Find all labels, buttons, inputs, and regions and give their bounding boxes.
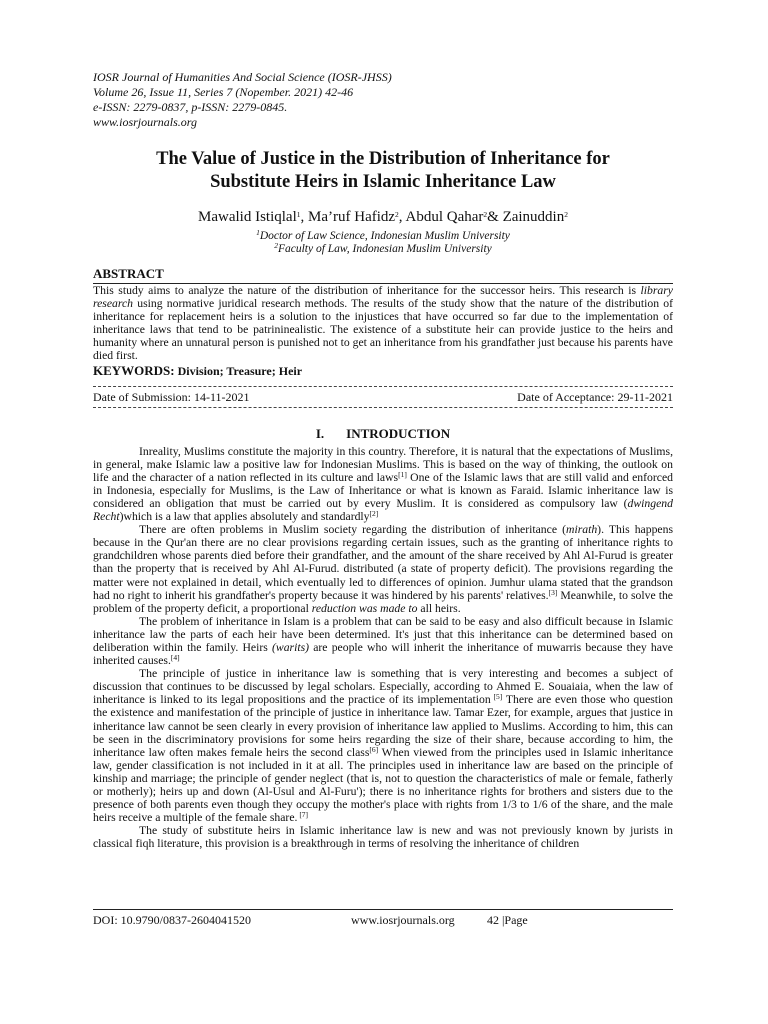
citation[interactable]: [7] (297, 810, 309, 820)
journal-issn: e-ISSN: 2279-0837, p-ISSN: 2279-0845. (93, 100, 288, 114)
author-affiliation-mark: 1 (296, 210, 301, 219)
dashed-divider (93, 386, 673, 387)
section-number: I. (315, 425, 325, 441)
affiliation-text: Faculty of Law, Indonesian Muslim University (277, 243, 492, 255)
emphasis: dwingend Recht (93, 496, 673, 524)
citation[interactable]: [5] (490, 692, 503, 702)
paragraph: There are often problems in Muslim society regarding the distribution of inheritance (mirath). This happens because in the Qur'an there are no clear provisions regarding certain issues, such as the granting of inheritance rights to grandchildren whose parents died before their grandfather, and the amount of the share received by Ahl Al-Furud is greater than the property that is received by Ahl Al-Furud. distributed (a state of property deficit). The provisions regarding the matter were not explained in detail, which eventually led to differences of opinion. Jumhur ulama stated that the grandson had no right to inherit his grandfather's property because it was hindered by his parents' relatives.[3] Meanwhile, to solve the problem of the property deficit, a proportional reduction was made to all heirs. (93, 523, 674, 615)
affiliation-line (93, 243, 673, 256)
author-affiliation-mark: 2 (395, 210, 399, 219)
affiliation-mark: 2 (274, 241, 278, 250)
emphasis: (warits) (272, 640, 310, 654)
author-affiliation-mark: 2 (483, 210, 488, 219)
affiliation-text: Doctor of Law Science, Indonesian Muslim University (259, 230, 510, 242)
affiliation-mark: 1 (256, 228, 260, 237)
citation[interactable]: [4] (170, 653, 180, 663)
section-title: INTRODUCTION (346, 425, 451, 441)
dashed-divider (93, 407, 673, 408)
footer-doi[interactable]: DOI: 10.9790/0837-2604041520 (93, 913, 251, 927)
author-name: Abdul Qahar (405, 209, 484, 225)
author-separator: , (300, 209, 308, 225)
citation[interactable]: [2] (369, 509, 379, 519)
emphasis: reduction was made to (311, 601, 418, 615)
keywords (93, 364, 673, 378)
author-name: Zainuddin (502, 209, 565, 225)
author-affiliation-mark: 2 (564, 210, 568, 219)
keywords-label: KEYWORDS: (93, 362, 175, 378)
citation[interactable]: [6] (369, 744, 379, 754)
dates-row (93, 390, 673, 404)
paragraph: Inreality, Muslims constitute the majority in this country. Therefore, it is natural that the expectations of Muslims, in general, make Islamic law a positive law for Indonesian Muslims. This is based on the way of thinking, the outlook on life and the character of a nation reflected in its culture and laws[1] One of the Islamic laws that are still valid and enforced in Indonesia, especially for Muslims, is the Law of Inheritance or what is known as Faraid. Islamic inheritance law is considered an obligation that must be carried out by every Muslim. It is considered as compulsory law (dwingend Recht)which is a law that applies absolutely and standardly[2] (93, 444, 673, 524)
paragraph: The study of substitute heirs in Islamic inheritance law is new and was not previously known by jurists in classical fiqh literature, this provision is a breakthrough in terms of resolving the inheritance of children (93, 824, 673, 851)
journal-name: IOSR Journal of Humanities And Social Science (IOSR-JHSS) (93, 70, 392, 84)
citation[interactable]: [1] (398, 469, 407, 479)
submission-date: Date of Submission: 14-11-2021 (93, 389, 250, 404)
paragraph: The problem of inheritance in Islam is a problem that can be said to be easy and also difficult because in Islamic inheritance law the parts of each heir have been determined. It's just that this inheritance can be determined based on deliberation within the family. Heirs (warits) are people who will inherit the inheritance of muwarris because they have inherited causes.[4] (93, 614, 673, 668)
author-name: Ma’ruf Hafidz (308, 209, 396, 225)
emphasis: library research (93, 284, 673, 311)
introduction-body (93, 445, 673, 851)
page-footer (93, 909, 673, 927)
footer-website[interactable]: www.iosrjournals.org (351, 913, 455, 927)
journal-volume: Volume 26, Issue 11, Series 7 (Nopember. 2021) 42-46 (93, 85, 354, 99)
emphasis: mirath (566, 523, 598, 537)
author-name: Mawalid Istiqlal (198, 209, 297, 225)
abstract-text: This study aims to analyze the nature of the distribution of inheritance for the successor heirs. This research is library research using normative juridical research methods. The results of the study show that the nature of the distribution of inheritance for replacement heirs is a solution to the injustices that have occurred so far due to the implementation of inheritance laws that tend to be patrininealistic. The existence of a substitute heir can provide justice to the heirs and humanity where an unnatural person is punished not to get an inheritance from his grandfather just because his parents have died first. (93, 284, 673, 363)
footer-page-number: 42 |Page (487, 913, 528, 927)
journal-website: www.iosrjournals.org (93, 115, 198, 129)
journal-header (93, 70, 673, 130)
paragraph: The principle of justice in inheritance law is something that is very interesting and becomes a subject of discussion that continues to be discussed by legal scholars. Especially, according to Ahmed E. Souaiaia, when the law of inheritance is linked to its legal propositions and the practice of its implementation [5] There are even those who question the existence and manifestation of the principle of justice in inheritance law. Tamar Ezer, for example, argues that justice in inheritance law cannot be seen clearly in every provision of inheritance law applied to Muslims. According to him, this can be seen in the discriminatory provisions for some heirs regarding the size of their share, because according to him, the inheritance law often makes female heirs the second class[6] When viewed from the principles used in Islamic inheritance law, gender classification is not included in it at all. The principles used in inheritance law are based on the principle of kinship and marriage; the principle of gender neglect (that is, not to question the characteristics of male or female, fatherly or motherly); heirs up and down (Al-Usul and Al-Furu'); there is no inheritance rights for brothers and sisters due to the presence of both parents even though they occupy the mother's place with rights from 1/3 to 1/6 of the share, and the male heirs receive a multiple of the female share. [7] (93, 667, 674, 825)
citation[interactable]: [3] (548, 587, 558, 597)
title-line-2: Substitute Heirs in Islamic Inheritance Law (210, 172, 556, 192)
article-title (93, 148, 673, 194)
author-separator: & (487, 209, 503, 225)
author-list (93, 208, 673, 226)
section-heading (93, 427, 673, 441)
title-line-1: The Value of Justice in the Distribution of Inheritance for (156, 149, 610, 169)
keywords-text: Division; Treasure; Heir (174, 363, 303, 378)
affiliations (93, 230, 673, 256)
acceptance-date: Date of Acceptance: 29-11-2021 (517, 389, 673, 404)
affiliation-line (93, 230, 673, 243)
article-page (93, 70, 673, 850)
author-separator: , (398, 209, 406, 225)
abstract-heading: ABSTRACT (93, 266, 164, 281)
